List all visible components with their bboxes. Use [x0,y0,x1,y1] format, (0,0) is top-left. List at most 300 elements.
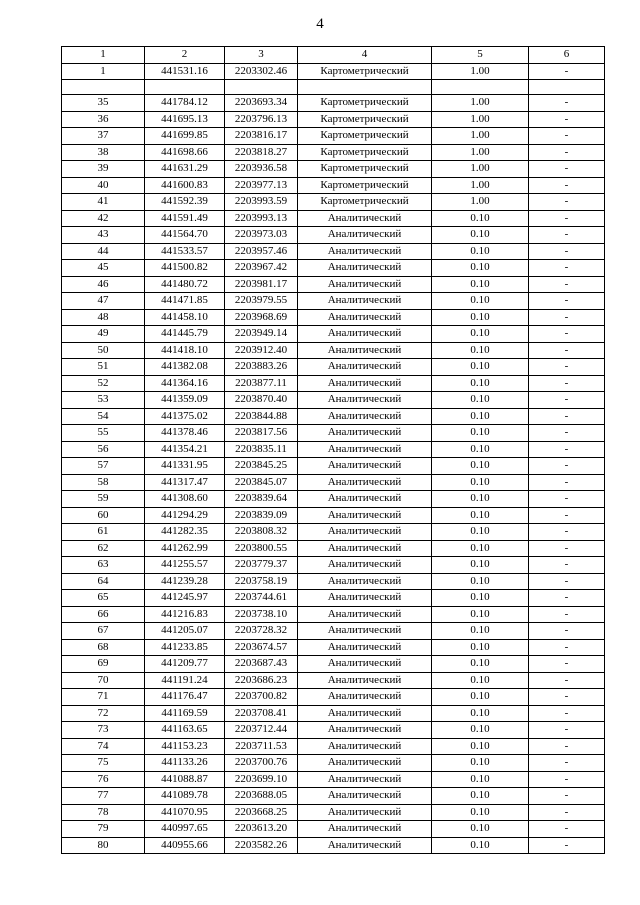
table-cell: 441500.82 [145,260,225,277]
table-cell: 2203686.23 [225,672,298,689]
table-row [62,194,605,211]
table-cell: Аналитический [298,309,432,326]
table-cell: - [529,788,605,805]
table-cell: 0.10 [432,408,529,425]
table-cell: 441216.83 [145,606,225,623]
table-cell: 1.00 [432,161,529,178]
table-cell: 75 [62,755,145,772]
table-row [62,260,605,277]
table-cell: Аналитический [298,210,432,227]
table-cell: 441245.97 [145,590,225,607]
table-cell: 441375.02 [145,408,225,425]
table-cell: Аналитический [298,590,432,607]
table-cell: - [529,210,605,227]
coordinates-table [61,46,605,854]
table-cell: 61 [62,524,145,541]
table-cell: 70 [62,672,145,689]
table-cell: 2203687.43 [225,656,298,673]
table-row [62,639,605,656]
table-cell: 2203728.32 [225,623,298,640]
table-cell: 2203738.10 [225,606,298,623]
table-cell: 1 [62,63,145,80]
table-cell: 2203845.25 [225,458,298,475]
table-row [62,755,605,772]
table-cell: 51 [62,359,145,376]
table-cell: 2203744.61 [225,590,298,607]
table-cell: - [529,227,605,244]
table-cell: Аналитический [298,375,432,392]
table-row [62,441,605,458]
header-cell: 3 [225,47,298,64]
table-cell: Аналитический [298,557,432,574]
table-cell: - [529,342,605,359]
table-cell: 2203981.17 [225,276,298,293]
table-cell: Аналитический [298,755,432,772]
table-cell: 0.10 [432,606,529,623]
table-cell: 0.10 [432,689,529,706]
table-cell: 2203835.11 [225,441,298,458]
table-cell: 58 [62,474,145,491]
table-row [62,590,605,607]
table-row [62,672,605,689]
table-cell: Аналитический [298,705,432,722]
table-cell: Аналитический [298,656,432,673]
table-cell: - [529,540,605,557]
table-cell: 71 [62,689,145,706]
table-row [62,623,605,640]
table-cell: 441592.39 [145,194,225,211]
table-row [62,128,605,145]
table-cell: - [529,194,605,211]
table-cell: 2203845.07 [225,474,298,491]
table-row [62,144,605,161]
table-cell: Картометрический [298,177,432,194]
table-cell: 2203844.88 [225,408,298,425]
table-cell: 2203693.34 [225,95,298,112]
table-cell: 2203668.25 [225,804,298,821]
table-cell: Аналитический [298,738,432,755]
table-cell: - [529,276,605,293]
table-cell: 2203979.55 [225,293,298,310]
table-cell: 35 [62,95,145,112]
table-cell: - [529,458,605,475]
table-cell: 441378.46 [145,425,225,442]
table-cell: 441133.26 [145,755,225,772]
table-cell: 74 [62,738,145,755]
table-cell: 0.10 [432,507,529,524]
table-cell: 441191.24 [145,672,225,689]
table-cell: - [529,392,605,409]
table-row [62,771,605,788]
table-cell: 2203818.27 [225,144,298,161]
table-cell: 0.10 [432,210,529,227]
table-row [62,491,605,508]
table-cell: 440997.65 [145,821,225,838]
table-cell: 0.10 [432,260,529,277]
table-cell: 78 [62,804,145,821]
table-row [62,540,605,557]
table-cell: - [529,95,605,112]
table-cell: 0.10 [432,788,529,805]
table-cell: 2203967.42 [225,260,298,277]
table-row [62,408,605,425]
table-row [62,573,605,590]
table-cell [432,80,529,95]
table-cell: 36 [62,111,145,128]
table-cell: 54 [62,408,145,425]
table-header-row [62,47,605,64]
table-row [62,95,605,112]
table-row [62,458,605,475]
table-cell: 0.10 [432,293,529,310]
table-cell: 441239.28 [145,573,225,590]
table-cell: Картометрический [298,161,432,178]
table-cell: 80 [62,837,145,854]
table-cell: - [529,837,605,854]
table-cell: Аналитический [298,227,432,244]
table-row [62,821,605,838]
table-cell: 2203977.13 [225,177,298,194]
table-cell: 69 [62,656,145,673]
table-cell: 1.00 [432,144,529,161]
table-cell: 441631.29 [145,161,225,178]
table-cell: Аналитический [298,722,432,739]
table-cell: - [529,507,605,524]
table-cell: 2203839.09 [225,507,298,524]
table-cell: - [529,474,605,491]
table-cell: 2203883.26 [225,359,298,376]
table-cell: 0.10 [432,425,529,442]
table-cell: 0.10 [432,821,529,838]
table-cell: 41 [62,194,145,211]
table-row [62,63,605,80]
table-cell: Картометрический [298,194,432,211]
table-cell: 441458.10 [145,309,225,326]
table-cell: Картометрический [298,63,432,80]
table-cell: 441382.08 [145,359,225,376]
table-cell: 0.10 [432,623,529,640]
table-cell: 2203912.40 [225,342,298,359]
table-cell: 441695.13 [145,111,225,128]
table-cell: - [529,260,605,277]
table-cell: - [529,177,605,194]
table-cell: 441471.85 [145,293,225,310]
table-cell: Аналитический [298,540,432,557]
table-cell: 441418.10 [145,342,225,359]
table-row [62,210,605,227]
table-cell: 2203949.14 [225,326,298,343]
table-row [62,606,605,623]
table-row [62,293,605,310]
table-cell: Аналитический [298,623,432,640]
table-cell: Аналитический [298,408,432,425]
table-cell: 441255.57 [145,557,225,574]
table-row [62,689,605,706]
table-cell: 441533.57 [145,243,225,260]
table-cell: 79 [62,821,145,838]
table-cell: 0.10 [432,309,529,326]
table-cell: 2203582.26 [225,837,298,854]
table-cell: 441176.47 [145,689,225,706]
table-cell: - [529,557,605,574]
table-row [62,804,605,821]
table-cell: 2203613.20 [225,821,298,838]
table-cell: 55 [62,425,145,442]
table-cell: Аналитический [298,507,432,524]
table-cell: 2203993.13 [225,210,298,227]
table-row [62,392,605,409]
table-cell: 2203973.03 [225,227,298,244]
table-cell: Аналитический [298,276,432,293]
table-cell: - [529,161,605,178]
table-cell: 49 [62,326,145,343]
table-body [62,63,605,854]
table-row [62,177,605,194]
table-cell: 441169.59 [145,705,225,722]
table-cell: 76 [62,771,145,788]
table-cell: 0.10 [432,227,529,244]
table-cell: 2203936.58 [225,161,298,178]
table-cell: Аналитический [298,392,432,409]
table-cell: Аналитический [298,804,432,821]
table-cell: Аналитический [298,342,432,359]
table-cell: 441153.23 [145,738,225,755]
table-row [62,705,605,722]
table-cell: 37 [62,128,145,145]
table-cell: 441564.70 [145,227,225,244]
table-row [62,375,605,392]
table-cell: 0.10 [432,656,529,673]
table-cell: 0.10 [432,524,529,541]
table-cell: 0.10 [432,243,529,260]
table-row [62,557,605,574]
table-cell: 67 [62,623,145,640]
table-cell: 2203711.53 [225,738,298,755]
table-cell: 0.10 [432,441,529,458]
table-cell: - [529,491,605,508]
table-row [62,738,605,755]
table-cell: - [529,359,605,376]
page-number: 4 [316,16,324,32]
table-cell: 2203302.46 [225,63,298,80]
table-cell: - [529,408,605,425]
table-cell: 2203758.19 [225,573,298,590]
table-cell: Аналитический [298,837,432,854]
table-cell: 441784.12 [145,95,225,112]
table-cell: 50 [62,342,145,359]
table-cell: 441262.99 [145,540,225,557]
header-cell: 6 [529,47,605,64]
table-cell [225,80,298,95]
table-cell: 441233.85 [145,639,225,656]
table-cell: 2203779.37 [225,557,298,574]
table-cell: 62 [62,540,145,557]
table-cell: Аналитический [298,260,432,277]
table-cell: Картометрический [298,144,432,161]
table-cell: 441354.21 [145,441,225,458]
table-cell: 440955.66 [145,837,225,854]
table-cell: 40 [62,177,145,194]
table-cell: 2203870.40 [225,392,298,409]
table-cell: - [529,425,605,442]
table-cell: 441294.29 [145,507,225,524]
table-cell: Аналитический [298,606,432,623]
table-cell: - [529,573,605,590]
table-cell: 441070.95 [145,804,225,821]
table-cell: 2203877.11 [225,375,298,392]
table-row [62,788,605,805]
table-cell: 1.00 [432,177,529,194]
table-cell: 2203957.46 [225,243,298,260]
table-cell: 2203708.41 [225,705,298,722]
table-cell: - [529,441,605,458]
table-row [62,111,605,128]
table-cell: 72 [62,705,145,722]
table-row [62,722,605,739]
table-cell: 2203700.76 [225,755,298,772]
table-cell: 47 [62,293,145,310]
table-cell: - [529,689,605,706]
table-cell: Аналитический [298,458,432,475]
table-cell: 441480.72 [145,276,225,293]
table-cell: Аналитический [298,359,432,376]
table-cell: Аналитический [298,326,432,343]
table-cell: 66 [62,606,145,623]
table-cell: 2203699.10 [225,771,298,788]
table-cell: 0.10 [432,276,529,293]
table-cell: 2203968.69 [225,309,298,326]
table-cell: 441591.49 [145,210,225,227]
table-cell: Аналитический [298,689,432,706]
table-cell: 441209.77 [145,656,225,673]
table-cell: - [529,771,605,788]
table-cell: 441531.16 [145,63,225,80]
table-cell: - [529,804,605,821]
table-cell: Картометрический [298,95,432,112]
table-cell: Аналитический [298,788,432,805]
table-cell: 1.00 [432,128,529,145]
table-cell: 2203808.32 [225,524,298,541]
table-cell: 2203839.64 [225,491,298,508]
table-cell: 2203816.17 [225,128,298,145]
table-cell: 441359.09 [145,392,225,409]
table-cell: 0.10 [432,342,529,359]
table-cell: 441331.95 [145,458,225,475]
table-cell: 0.10 [432,458,529,475]
table-cell: 0.10 [432,557,529,574]
table-cell: 2203700.82 [225,689,298,706]
table-cell [529,80,605,95]
table-cell: Картометрический [298,111,432,128]
table-row [62,656,605,673]
table-cell: 2203796.13 [225,111,298,128]
table-cell: - [529,63,605,80]
table-cell: 52 [62,375,145,392]
table-cell: 441364.16 [145,375,225,392]
table-cell: 441699.85 [145,128,225,145]
table-cell: Аналитический [298,821,432,838]
table-cell [145,80,225,95]
table-cell: 0.10 [432,722,529,739]
header-cell: 5 [432,47,529,64]
table-cell: 0.10 [432,573,529,590]
table-row [62,326,605,343]
table-cell: 39 [62,161,145,178]
table-cell: 77 [62,788,145,805]
table-cell: 441163.65 [145,722,225,739]
table-cell: Аналитический [298,293,432,310]
table-cell: 0.10 [432,359,529,376]
table-cell: 64 [62,573,145,590]
table-cell: Аналитический [298,243,432,260]
table-cell: 441088.87 [145,771,225,788]
table-cell: - [529,722,605,739]
table-cell: 0.10 [432,639,529,656]
header-cell: 2 [145,47,225,64]
table-cell: 441445.79 [145,326,225,343]
table-cell: 44 [62,243,145,260]
table-cell: 441317.47 [145,474,225,491]
table-row [62,474,605,491]
table-cell [62,80,145,95]
table-cell: - [529,293,605,310]
table-cell: Картометрический [298,128,432,145]
table-cell: 0.10 [432,491,529,508]
table-cell: 73 [62,722,145,739]
table-cell: - [529,672,605,689]
table-cell: 2203817.56 [225,425,298,442]
table-cell: 2203800.55 [225,540,298,557]
table-cell: 0.10 [432,755,529,772]
table-cell: 43 [62,227,145,244]
table-cell: 56 [62,441,145,458]
table-cell: 0.10 [432,705,529,722]
table-cell: 441308.60 [145,491,225,508]
table-cell: - [529,623,605,640]
table-row [62,161,605,178]
table-cell: - [529,606,605,623]
table-row [62,309,605,326]
table-cell: 60 [62,507,145,524]
table-cell: - [529,738,605,755]
table-cell: Аналитический [298,771,432,788]
table-cell: 0.10 [432,738,529,755]
table-cell: 441205.07 [145,623,225,640]
table-cell: 59 [62,491,145,508]
table-cell: 0.10 [432,804,529,821]
table-cell: 441698.66 [145,144,225,161]
table-cell: 441282.35 [145,524,225,541]
table-row [62,837,605,854]
table-cell: - [529,243,605,260]
table-cell: 0.10 [432,837,529,854]
table-row [62,425,605,442]
table-cell: 42 [62,210,145,227]
table-cell: 441089.78 [145,788,225,805]
table-cell: 45 [62,260,145,277]
table-cell: 0.10 [432,326,529,343]
header-cell: 1 [62,47,145,64]
table-cell: 46 [62,276,145,293]
table-cell: Аналитический [298,491,432,508]
table-row [62,359,605,376]
table-cell: Аналитический [298,441,432,458]
table-cell: 0.10 [432,540,529,557]
table-row [62,276,605,293]
table-cell: 53 [62,392,145,409]
table-cell: - [529,309,605,326]
table-cell: 48 [62,309,145,326]
